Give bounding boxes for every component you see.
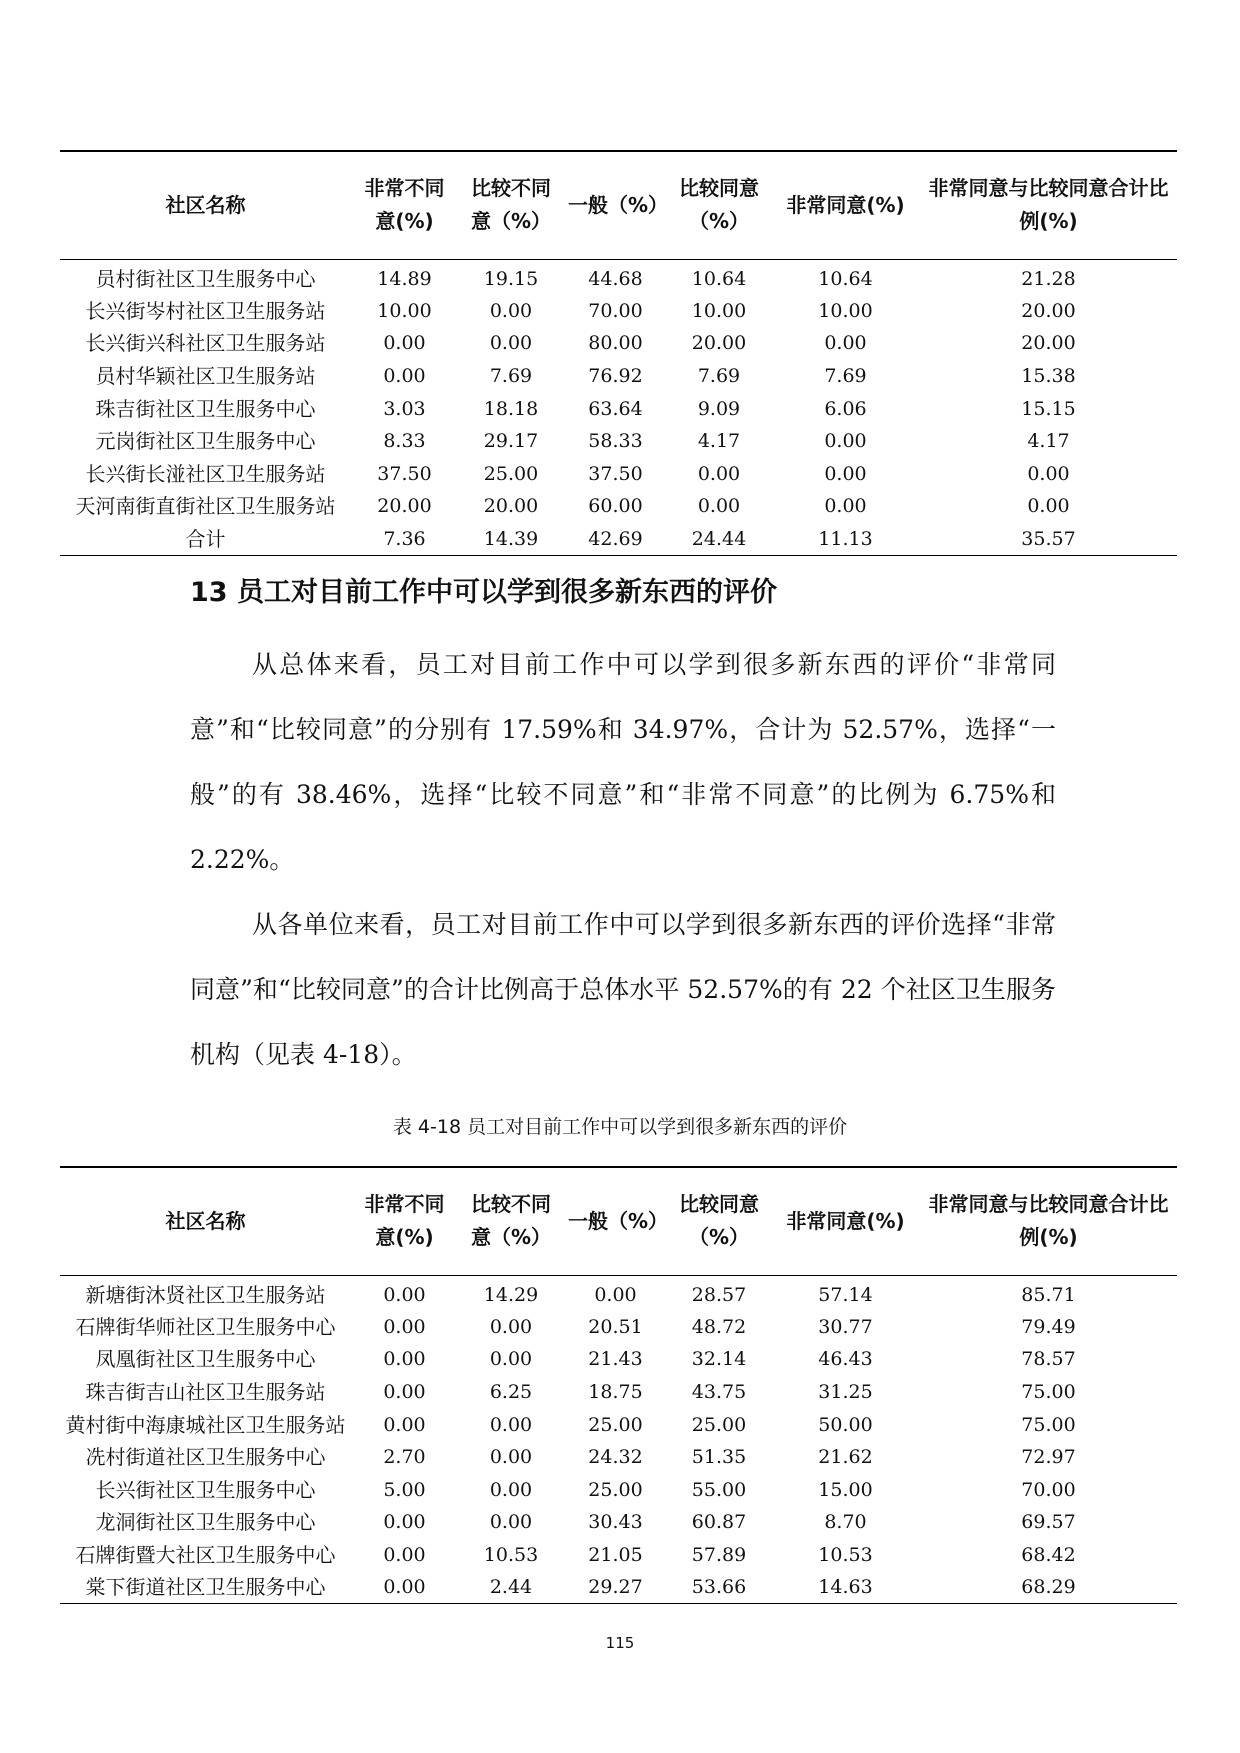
header-community-name: 社区名称 [60,1167,351,1275]
cell-value: 29.27 [564,1571,667,1604]
cell-value: 21.05 [588,1543,643,1566]
cell-value: 0.00 [383,1380,426,1403]
cell-value: 57.89 [691,1543,747,1566]
cell-value: 24.32 [588,1446,643,1469]
cell-value: 48.72 [691,1315,747,1338]
cell-value: 2.44 [458,1571,564,1604]
cell-value: 10.00 [377,299,432,322]
satisfaction-table-continued [60,150,1177,556]
cell-value: 58.33 [588,430,643,453]
cell-value: 42.69 [564,523,667,556]
cell-value: 44.68 [588,267,643,290]
cell-value: 10.53 [483,1543,539,1566]
cell-value: 6.25 [489,1380,533,1403]
cell-community-name: 元岗街社区卫生服务中心 [95,429,316,454]
cell-value: 20.00 [1021,332,1076,355]
cell-value: 20.00 [1021,299,1076,322]
cell-value: 0.00 [697,495,741,518]
cell-value: 10.64 [691,267,747,290]
cell-value: 37.50 [377,462,432,485]
cell-community-name: 珠吉街吉山社区卫生服务站 [85,1379,326,1404]
table-header-row [60,1167,1177,1275]
table-row [60,425,1177,458]
table-row [60,523,1177,556]
cell-value: 8.70 [824,1511,867,1534]
cell-value: 7.36 [351,523,458,556]
cell-value: 6.06 [824,397,867,420]
cell-value: 79.49 [1021,1315,1076,1338]
cell-value: 0.00 [383,1348,426,1371]
cell-community-name: 凤凰街社区卫生服务中心 [95,1347,316,1372]
cell-value: 8.33 [383,430,426,453]
cell-value: 15.15 [1021,397,1076,420]
cell-value: 20.00 [377,495,432,518]
cell-value: 0.00 [383,364,426,387]
cell-value: 7.69 [489,364,533,387]
table-row [60,1539,1177,1572]
cell-value: 20.00 [483,495,539,518]
cell-value: 57.14 [818,1283,873,1306]
cell-value: 0.00 [489,1446,533,1469]
cell-value: 31.25 [818,1380,873,1403]
cell-value: 0.00 [824,462,867,485]
cell-value: 10.53 [818,1543,873,1566]
header-disagree: 比较不同意（%） [458,1167,564,1275]
cell-value: 10.00 [818,299,873,322]
cell-value: 21.62 [818,1446,873,1469]
cell-value: 37.50 [588,462,643,485]
cell-community-name: 黄村街中海康城社区卫生服务站 [65,1412,346,1437]
header-community-name: 社区名称 [60,151,351,259]
cell-value: 68.29 [920,1571,1177,1604]
table-row [60,1441,1177,1474]
cell-value: 19.15 [483,267,539,290]
cell-value: 0.00 [489,332,533,355]
cell-value: 0.00 [824,495,867,518]
cell-value: 51.35 [691,1446,747,1469]
header-neutral: 一般（%） [564,1167,667,1275]
header-neutral: 一般（%） [564,151,667,259]
cell-value: 70.00 [1021,1478,1076,1501]
cell-value: 30.43 [588,1511,643,1534]
paragraph-overall: 从总体来看，员工对目前工作中可以学到很多新东西的评价“非常同意”和“比较同意”的分别有 17.59%和 34.97%，合计为 52.57%，选择“一般”的有 38.46%，选择“比较不同意”和“非常不同意”的比例为 6.75%和 2.22%。 [190,650,1056,874]
cell-value: 0.00 [351,1571,458,1604]
cell-value: 69.57 [1021,1511,1076,1534]
cell-community-name: 长兴街岑村社区卫生服务站 [85,298,326,323]
table-row [60,1473,1177,1506]
cell-value: 14.89 [377,267,432,290]
cell-value: 78.57 [1021,1348,1076,1371]
table-row [60,259,1177,295]
cell-value: 75.00 [1021,1413,1076,1436]
cell-value: 25.00 [483,462,539,485]
cell-value: 18.75 [588,1380,643,1403]
cell-value: 0.00 [489,1478,533,1501]
cell-value: 4.17 [697,430,741,453]
cell-value: 0.00 [383,1413,426,1436]
cell-value: 68.42 [1021,1543,1076,1566]
cell-value: 60.87 [691,1511,747,1534]
table-caption: 表 4-18 员工对目前工作中可以学到很多新东西的评价 [392,1116,848,1138]
cell-value: 7.69 [697,364,741,387]
cell-value: 0.00 [594,1283,637,1306]
cell-value: 72.97 [1021,1446,1076,1469]
cell-value: 20.51 [588,1315,643,1338]
cell-value: 14.29 [483,1283,539,1306]
cell-community-name: 冼村街道社区卫生服务中心 [85,1445,326,1470]
cell-value: 10.00 [691,299,747,322]
header-disagree: 比较不同意（%） [458,151,564,259]
cell-value: 25.00 [691,1413,747,1436]
cell-value: 21.43 [588,1348,643,1371]
cell-community-name: 新塘街沐贤社区卫生服务站 [85,1282,326,1307]
cell-value: 15.00 [818,1478,873,1501]
cell-value: 0.00 [1027,495,1070,518]
cell-value: 43.75 [691,1380,747,1403]
page-number: 115 [605,1634,635,1652]
cell-value: 4.17 [1027,430,1070,453]
cell-value: 24.44 [667,523,771,556]
cell-value: 0.00 [489,1511,533,1534]
cell-value: 2.70 [383,1446,426,1469]
cell-value: 0.00 [383,1543,426,1566]
cell-community-name: 长兴街社区卫生服务中心 [95,1477,316,1502]
cell-community-name: 棠下街道社区卫生服务中心 [60,1571,351,1604]
cell-value: 35.57 [920,523,1177,556]
cell-value: 28.57 [691,1283,747,1306]
satisfaction-table-4-18 [60,1166,1177,1604]
table-row [60,490,1177,523]
cell-value: 30.77 [818,1315,873,1338]
header-strongly-agree: 非常同意(%) [771,1167,920,1275]
cell-value: 55.00 [691,1478,747,1501]
table-row [60,295,1177,328]
cell-value: 85.71 [1021,1283,1076,1306]
table-row [60,1275,1177,1311]
table-row [60,457,1177,490]
cell-value: 46.43 [818,1348,873,1371]
paragraph-by-unit: 从各单位来看，员工对目前工作中可以学到很多新东西的评价选择“非常同意”和“比较同意”的合计比例高于总体水平 52.57%的有 22 个社区卫生服务机构（见表 4-18）。 [190,910,1056,1069]
header-agree-total: 非常同意与比较同意合计比例(%) [920,1167,1177,1275]
table-header-row [60,151,1177,259]
cell-value: 63.64 [588,397,643,420]
cell-community-name: 石牌街华师社区卫生服务中心 [75,1314,336,1339]
cell-value: 0.00 [383,1511,426,1534]
cell-value: 25.00 [588,1478,643,1501]
table-row [60,1506,1177,1539]
cell-value: 5.00 [383,1478,426,1501]
cell-value: 0.00 [489,1348,533,1371]
cell-value: 14.63 [771,1571,920,1604]
cell-value: 32.14 [691,1348,747,1371]
header-agree: 比较同意（%） [667,151,771,259]
cell-value: 29.17 [483,430,539,453]
table-row [60,1343,1177,1376]
cell-value: 0.00 [697,462,741,485]
cell-value: 7.69 [824,364,867,387]
header-strongly-disagree: 非常不同意(%) [351,151,458,259]
cell-value: 76.92 [588,364,643,387]
cell-value: 53.66 [667,1571,771,1604]
cell-value: 15.38 [1021,364,1076,387]
cell-value: 25.00 [588,1413,643,1436]
cell-value: 3.03 [383,397,426,420]
table-row [60,327,1177,360]
cell-community-name: 长兴街长湴社区卫生服务站 [85,461,326,486]
section-heading: 13 员工对目前工作中可以学到很多新东西的评价 [190,577,777,608]
cell-value: 0.00 [824,332,867,355]
header-strongly-agree: 非常同意(%) [771,151,920,259]
table-row [60,1311,1177,1344]
table-row [60,392,1177,425]
cell-value: 0.00 [383,1283,426,1306]
cell-value: 0.00 [489,1413,533,1436]
table-row [60,360,1177,393]
cell-community-name: 石牌街暨大社区卫生服务中心 [75,1542,336,1567]
cell-value: 0.00 [383,1315,426,1338]
cell-value: 60.00 [588,495,643,518]
cell-value: 11.13 [771,523,920,556]
cell-value: 0.00 [1027,462,1070,485]
table-row [60,1571,1177,1604]
cell-community-name: 员村华颖社区卫生服务站 [95,363,316,388]
cell-value: 0.00 [489,1315,533,1338]
cell-value: 0.00 [383,332,426,355]
header-strongly-disagree: 非常不同意(%) [351,1167,458,1275]
table-row [60,1376,1177,1409]
cell-value: 80.00 [588,332,643,355]
cell-value: 21.28 [1021,267,1076,290]
cell-community-name: 珠吉街社区卫生服务中心 [95,396,316,421]
cell-value: 0.00 [489,299,533,322]
cell-value: 10.64 [818,267,873,290]
cell-community-name: 合计 [60,523,351,556]
header-agree: 比较同意（%） [667,1167,771,1275]
cell-community-name: 员村街社区卫生服务中心 [95,266,316,291]
cell-value: 50.00 [818,1413,873,1436]
cell-value: 75.00 [1021,1380,1076,1403]
cell-value: 14.39 [458,523,564,556]
cell-value: 18.18 [483,397,539,420]
cell-community-name: 天河南街直街社区卫生服务站 [75,494,336,519]
cell-community-name: 龙洞街社区卫生服务中心 [95,1510,316,1535]
cell-value: 0.00 [824,430,867,453]
cell-value: 70.00 [588,299,643,322]
header-agree-total: 非常同意与比较同意合计比例(%) [920,151,1177,259]
table-row [60,1408,1177,1441]
cell-value: 20.00 [691,332,747,355]
cell-community-name: 长兴街兴科社区卫生服务站 [85,331,326,356]
cell-value: 9.09 [697,397,741,420]
